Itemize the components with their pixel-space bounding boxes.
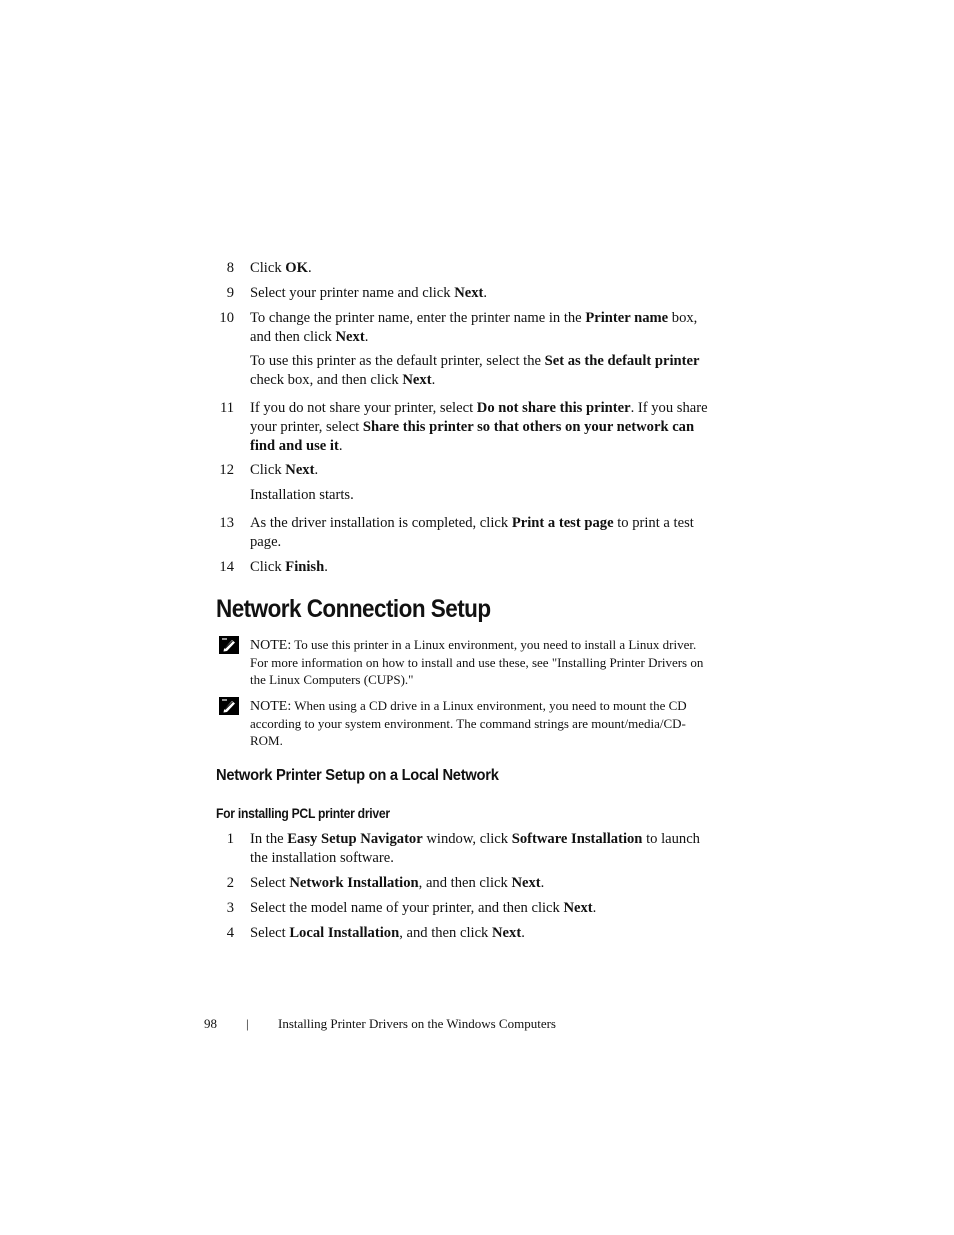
step-text — [250, 899, 720, 918]
step-text-run: . — [307, 260, 312, 276]
step-text — [250, 830, 720, 868]
step-text — [250, 259, 720, 278]
step-text — [250, 514, 720, 552]
step-text-bold: Do not share this printer — [476, 400, 631, 416]
step-text-bold: Network Installation — [289, 875, 419, 891]
step-text — [250, 874, 720, 893]
step-text-run: . — [521, 925, 525, 941]
step-text-run: . — [431, 372, 436, 388]
step-text-bold: OK — [285, 260, 308, 276]
step-text — [250, 284, 720, 303]
step-text-bold: Next — [402, 372, 432, 388]
step-text-run: . — [314, 462, 319, 478]
step-text-run: Click — [250, 462, 286, 478]
note-body: When using a CD drive in a Linux environment, you need to mount the CD according to your system environment. The command strings are mount/media/CD-ROM. — [250, 698, 687, 748]
step-text-run: . — [483, 285, 488, 301]
step-text-run: to print a test page. — [250, 515, 694, 550]
pencil-note-icon — [219, 636, 239, 654]
step-text-bold: Print a test page — [511, 515, 614, 531]
step-number: 9 — [226, 285, 234, 301]
step-text-bold: Set as the default printer — [544, 353, 700, 369]
step-text — [250, 486, 720, 505]
step-number: 11 — [219, 400, 234, 416]
step-text-bold: Next — [511, 875, 541, 891]
note-lead: NOTE: — [250, 638, 292, 653]
step-text-run: Select — [250, 875, 290, 891]
step-text-run: . — [338, 438, 343, 454]
step-text-run: . If you share your printer, select — [250, 400, 708, 435]
step-text — [250, 461, 720, 480]
subsubsection-title: For installing PCL printer driver — [216, 806, 390, 821]
step-text — [250, 399, 720, 456]
note-lead: NOTE: — [250, 699, 292, 714]
footer-page-number: 98 — [204, 1016, 217, 1031]
step-number: 3 — [226, 900, 234, 916]
step-text-run: Click — [250, 260, 286, 276]
step-number: 8 — [226, 260, 234, 276]
step-text-run: If you do not share your printer, select — [250, 400, 477, 416]
footer-chapter-title: Installing Printer Drivers on the Windows Computers — [278, 1016, 556, 1031]
pencil-note-icon — [219, 697, 239, 715]
step-text — [250, 924, 720, 943]
step-text-run: . — [592, 900, 597, 916]
step-text-run: check box, and then click — [250, 372, 403, 388]
step-number: 13 — [219, 515, 234, 531]
step-text-bold: Next — [335, 329, 365, 345]
step-text-run: . — [540, 875, 545, 891]
step-text-bold: Software Installation — [511, 831, 643, 847]
step-text-bold: Next — [492, 925, 522, 941]
section-title: Network Connection Setup — [216, 595, 491, 623]
step-text-run: to launch the installation software. — [250, 831, 700, 866]
step-text-run: box, and then click — [250, 310, 698, 345]
step-text-run: . — [324, 559, 328, 575]
step-text — [250, 352, 720, 390]
step-text-bold: Easy Setup Navigator — [287, 831, 423, 847]
step-text-run: Select — [250, 925, 290, 941]
step-number: 2 — [226, 875, 234, 891]
step-text-run: In the — [250, 831, 288, 847]
step-text-bold: Next — [285, 462, 315, 478]
step-text-run: To use this printer as the default printer, select the — [250, 353, 545, 369]
step-text-bold: Share this printer so that others on your network can find and use it — [250, 419, 695, 454]
step-text-run: Installation starts. — [250, 487, 354, 503]
step-text-run: , and then click — [418, 875, 512, 891]
step-number: 10 — [219, 310, 234, 326]
step-text-run: Click — [250, 559, 286, 575]
note-text — [250, 636, 715, 688]
step-number: 14 — [219, 559, 234, 575]
note-body: To use this printer in a Linux environment, you need to install a Linux driver. For more information on how to install and use these, see "Installing Printer Drivers on the Linux Computers (CUPS)." — [250, 637, 704, 687]
step-number: 12 — [219, 462, 234, 478]
step-text-run: Select your printer name and click — [250, 285, 455, 301]
step-text-bold: Printer name — [585, 310, 669, 326]
step-text-bold: Local Installation — [289, 925, 400, 941]
step-text-run: As the driver installation is completed, click — [250, 515, 512, 531]
step-text-run: To change the printer name, enter the printer name in the — [250, 310, 586, 326]
step-text-run: . — [364, 329, 369, 345]
step-text — [250, 309, 720, 347]
step-text-run: window, click — [422, 831, 512, 847]
footer-separator: | — [246, 1016, 249, 1031]
step-text-run: Select the model name of your printer, and then click — [250, 900, 564, 916]
step-number: 1 — [226, 831, 234, 847]
step-text — [250, 558, 720, 577]
step-text-bold: Next — [454, 285, 484, 301]
step-text-bold: Finish — [285, 559, 325, 575]
step-text-run: , and then click — [399, 925, 492, 941]
step-number: 4 — [226, 925, 234, 941]
note-text — [250, 697, 715, 749]
subsection-title: Network Printer Setup on a Local Network — [216, 767, 499, 784]
step-text-bold: Next — [563, 900, 593, 916]
